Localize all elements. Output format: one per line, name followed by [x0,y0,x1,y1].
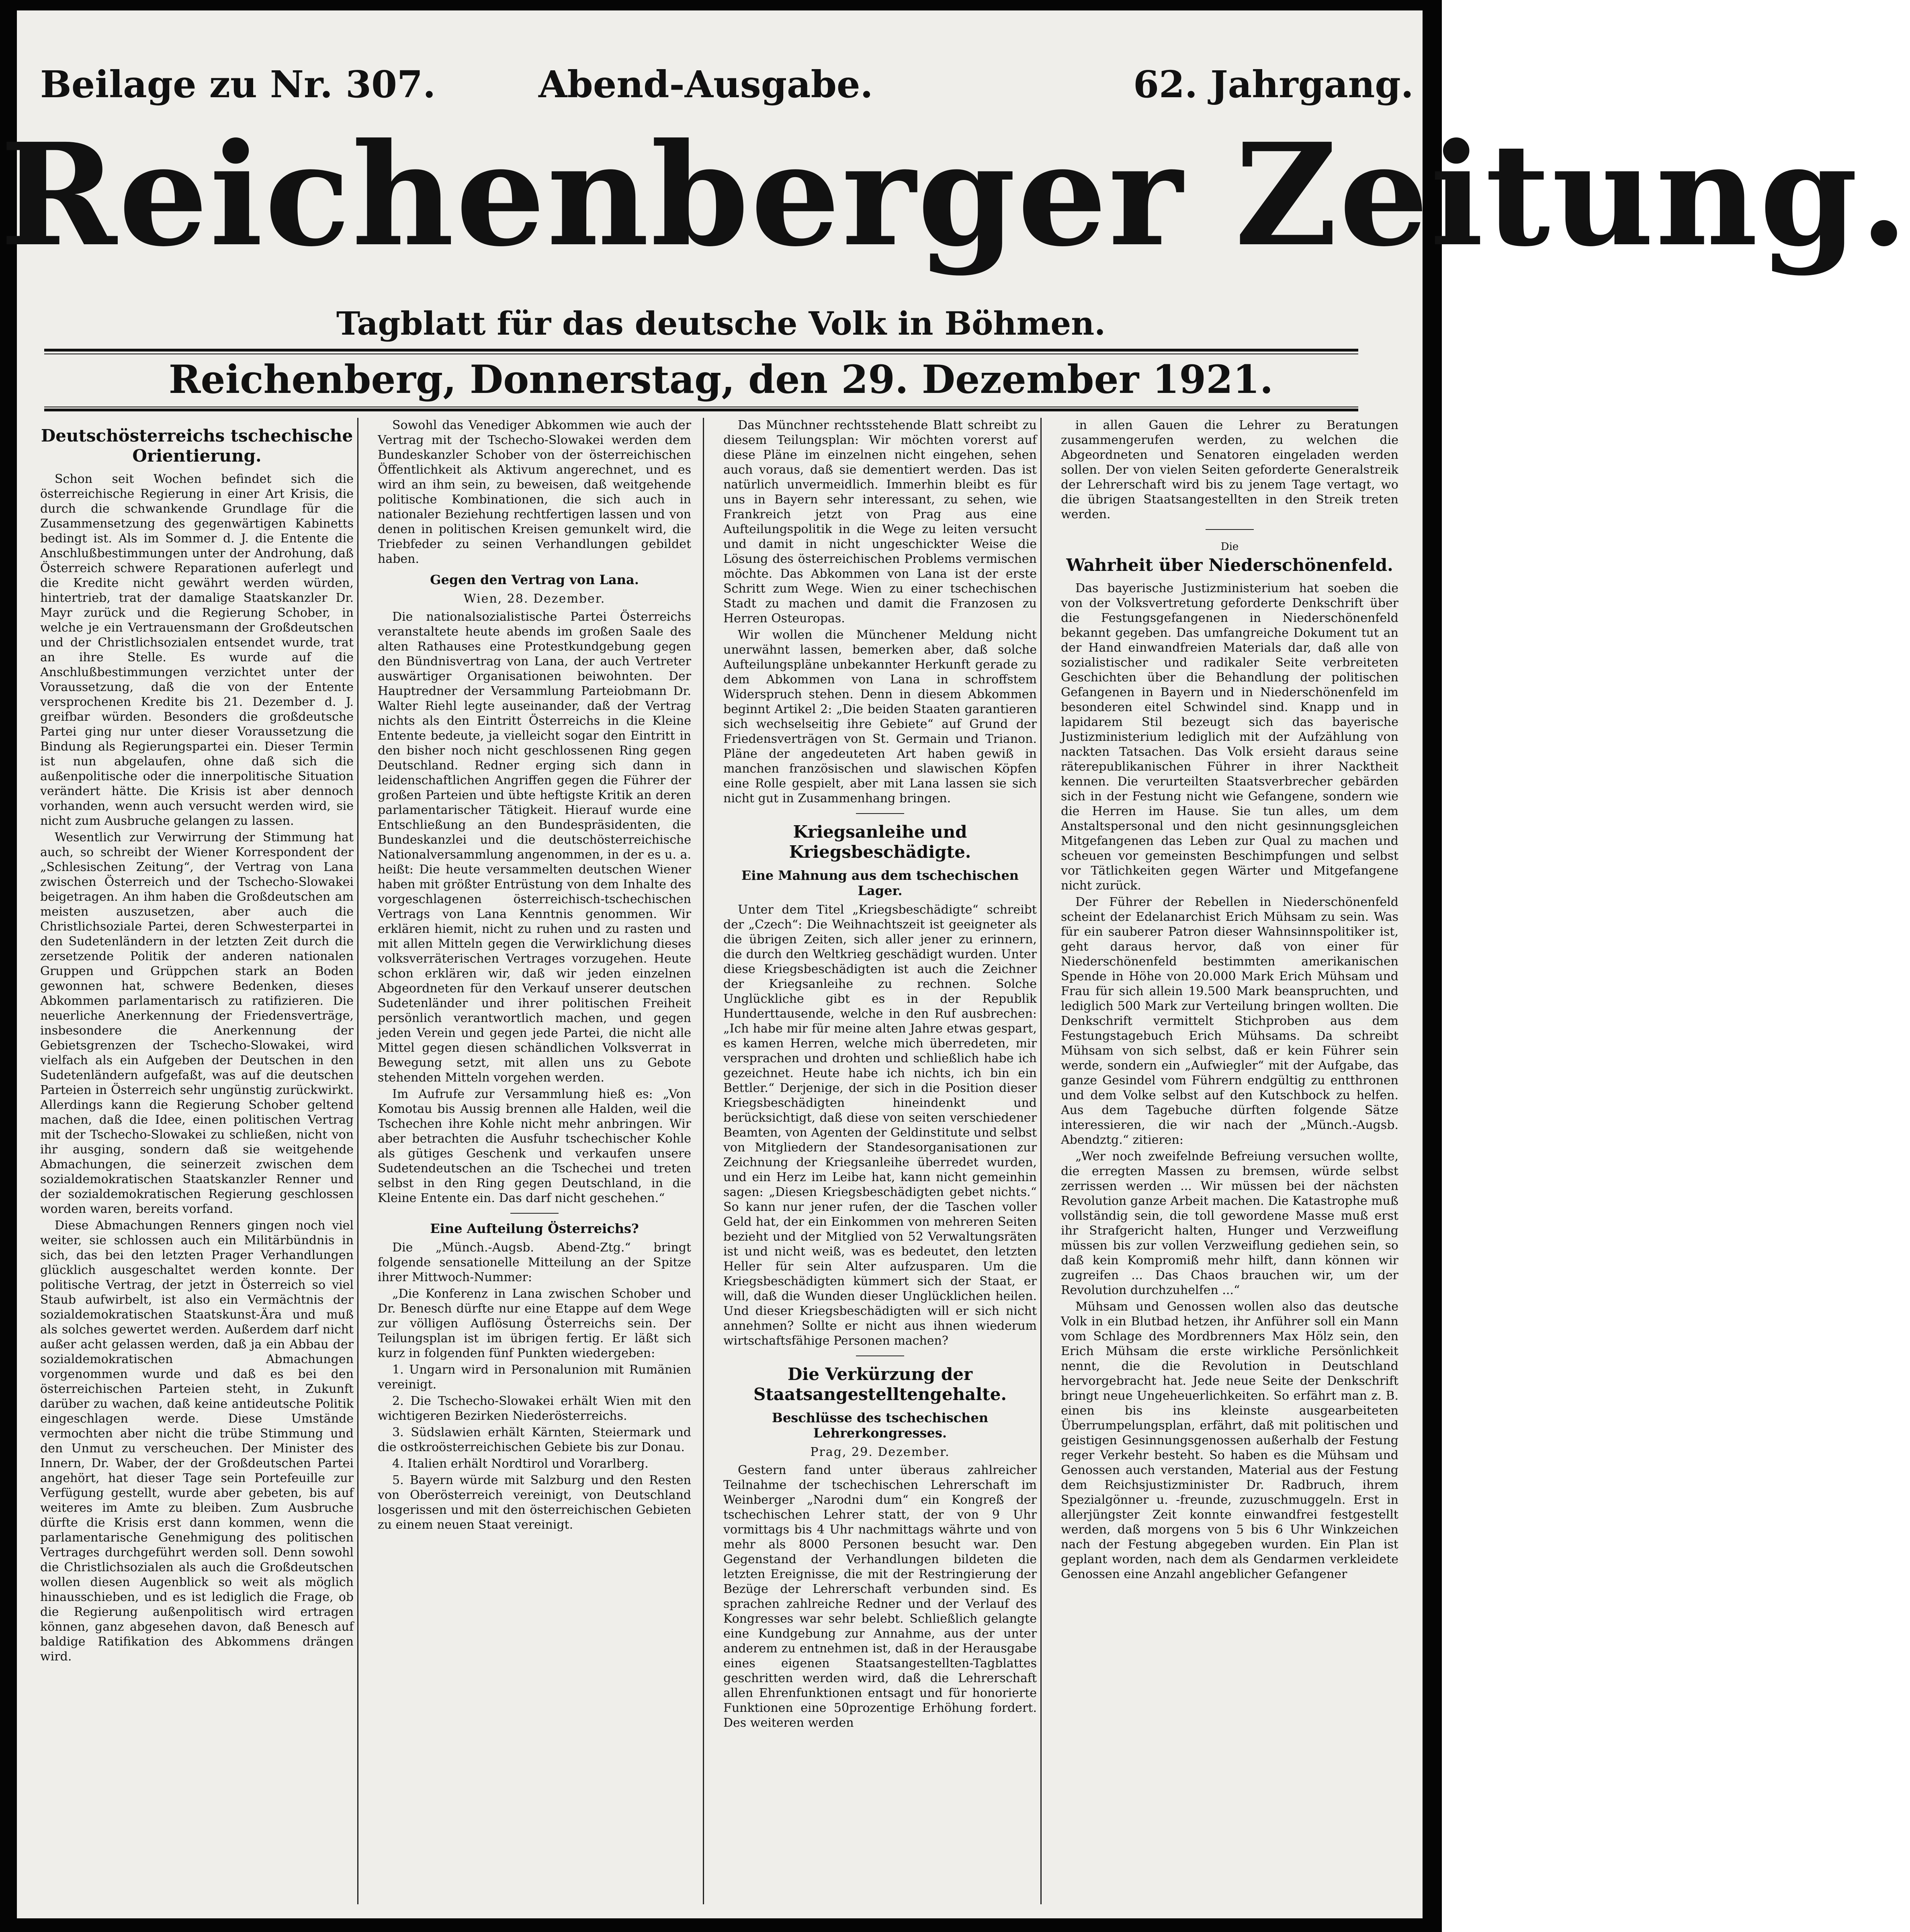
volume-label: 62. Jahrgang. [1133,63,1414,106]
article-paragraph: Die nationalsozialistische Partei Österreichs veranstaltete heute abends im großen Saale des alten Rathauses eine Protestkundgebung gegen den Bündnisvertrag von Lana, der auch Vertreter auswärtiger Organisationen beiwohnten. Der Hauptredner der Versammlung Parteiobmann Dr. Walter Riehl legte auseinander, daß der Vertrag nichts als den Eintritt Österreichs in die Kleine Entente bedeute, ja vielleicht sogar den Eintritt in den bisher noch nicht geschlossenen Ring gegen Deutschland. Redner erging sich dann in leidenschaftlichen Angriffen gegen die Führer der großen Parteien und übte heftigste Kritik an deren parlamentarischer Tätigkeit. Hierauf wurde eine Entschließung an den Bundespräsidenten, die Bundeskanzlei und die deutschösterreichische Nationalversammlung angenommen, in der es u. a. heißt: Die heute versammelten deutschen Wiener haben mit größter Entrüstung von dem Inhalte des vorgeschlagenen österreichisch-tschechischen Vertrags von Lana Kenntnis genommen. Wir erklären hiemit, nicht zu ruhen und zu rasten und mit allen Mitteln gegen die Verwirklichung dieses volksverräterischen Vertrages vorzugehen. Heute schon erklären wir, daß wir jeden einzelnen Abgeordneten für den Verkauf unserer deutschen Sudetenländer und ihrer politischen Freiheit persönlich verantwortlich machen, und gegen jeden Verein und gegen jede Partei, die nicht alle Mittel gegen diesen schändlichen Volksverrat in Bewegung setzt, mit allen uns zu Gebote stehenden Mitteln vorgehen werden. [378,610,691,1085]
section-divider [1206,529,1254,530]
article-headline: Wahrheit über Niederschönenfeld. [1066,555,1393,575]
article-headline: Deutschösterreichs tschechische Orientierung. [41,426,353,466]
section-divider [856,813,904,814]
scan-border-top [0,0,1442,10]
column-1 [40,418,354,1904]
article-paragraph: 1. Ungarn wird in Personalunion mit Rumänien vereinigt. [378,1363,691,1392]
article-paragraph: „Die Konferenz in Lana zwischen Schober und Dr. Benesch dürfte nur eine Etappe auf dem Wege zur völligen Auflösung Österreichs sein. Der Teilungsplan ist im übrigen fertig. Er läßt sich kurz in folgenden fünf Punkten wiedergeben: [378,1287,691,1360]
column-separator-3 [1040,418,1042,1904]
article-paragraph: Der Führer der Rebellen in Niederschönenfeld scheint der Edelanarchist Erich Mühsam zu sein. Was für ein sauberer Patron dieser Wahnsinnspolitiker ist, geht daraus hervor, daß von einer für Niederschönenfeld bestimmten amerikanischen Spende in Höhe von 20.000 Mark Erich Mühsam und Frau für sich allein 19.500 Mark beanspruchten, und lediglich 500 Mark zur Verteilung bringen wollten. Die Denkschrift vermittelt Stichproben aus dem Festungstagebuch Erich Mühsams. Da schreibt Mühsam von sich selbst, daß er kein Führer sein werde, sondern ein „Aufwiegler“ mit der Aufgabe, das ganze Gesindel vom Führern endgültig zu entthronen und dem Volke selbst auf den Kutschbock zu helfen. Aus dem Tagebuche dürften folgende Sätze interessieren, die wir nach der „Münch.-Augsb. Abendztg.“ zitieren: [1061,895,1398,1147]
article-paragraph: Wesentlich zur Verwirrung der Stimmung hat auch, so schreibt der Wiener Korrespondent der „Schlesischen Zeitung“, der Vertrag von Lana zwischen Österreich und der Tschecho-Slowakei beigetragen. An ihm haben die Großdeutschen am meisten auszusetzen, aber auch die Christlichsoziale Partei, deren Schwesterpartei in den Sudetenländern in der letzten Zeit durch die zersetzende Politik der anderen nationalen Gruppen und Grüppchen stark an Boden gewonnen hat, schwere Bedenken, dieses Abkommen parlamentarisch zu ratifizieren. Die neuerliche Anerkennung der Friedensverträge, insbesondere die Anerkennung der Gebietsgrenzen der Tschecho-Slowakei, wird vielfach als ein Aufgeben der Deutschen in den Sudetenländern aufgefaßt, was auf die deutschen Parteien in Österreich sehr ungünstig zurückwirkt. Allerdings kann die Regierung Schober geltend machen, daß die Idee, einen politischen Vertrag mit der Tschecho-Slowakei zu schließen, nicht von ihr ausging, sondern daß sie weitgehende Abmachungen, die seinerzeit zwischen dem sozialdemokratischen Staatskanzler Renner und der sozialdemokratischen Regierung geschlossen worden waren, bereits vorfand. [40,830,354,1216]
article-paragraph: Schon seit Wochen befindet sich die österreichische Regierung in einer Art Krisis, die durch die schwankende Grundlage für die Zusammensetzung des gegenwärtigen Kabinetts bedingt ist. Als im Sommer d. J. die Entente die Anschlußbestimmungen unter der Androhung, daß Österreich schwere Reparationen auferlegt und die Kredite nicht gewährt werden würden, hintertrieb, trat der damalige Staatskanzler Dr. Mayr zurück und die Regierung Schober, in welche je ein Vertrauensmann der Großdeutschen und der Christlichsozialen entsendet wurde, trat an ihre Stelle. Es wurde auf die Anschlußbestimmungen verzichtet unter der Voraussetzung, daß die von der Entente versprochenen Kredite bis 21. Dezember d. J. greifbar würden. Besonders die großdeutsche Partei ging nur unter dieser Voraussetzung die Bindung als Regierungspartei ein. Dieser Termin ist nun abgelaufen, ohne daß sich die außenpolitische oder die innerpolitische Situation verändert hätte. Die Krisis ist aber dennoch vorhanden, wenn auch versucht werden wird, sie nicht zum Ausbruche gelangen zu lassen. [40,472,354,828]
article-paragraph: Wir wollen die Münchener Meldung nicht unerwähnt lassen, bemerken aber, daß solche Aufteilungspläne unbekannter Herkunft gerade zu dem Abkommen von Lana in schroffstem Widerspruch stehen. Denn in diesem Abkommen beginnt Artikel 2: „Die beiden Staaten garantieren sich wechselseitig ihre Gebiete“ auf Grund der Friedensverträgen von St. Germain und Trianon. Pläne der angedeuteten Art haben gewiß in manchen französischen und slawischen Köpfen eine Rolle gespielt, aber mit Lana lassen sie sich nicht gut in Zusammenhang bringen. [723,628,1037,806]
column-separator-1 [357,418,358,1904]
article-headline: Kriegsanleihe und Kriegsbeschädigte. [789,822,971,862]
article-paragraph: Mühsam und Genossen wollen also das deutsche Volk in ein Blutbad hetzen, ihr Anführer soll ein Mann vom Schlage des Mordbrenners Max Hölz sein, den Erich Mühsam die erste wirkliche Persönlichkeit nennt, die die Revolution in Deutschland hervorgebracht hat. Jede neue Seite der Denkschrift bringt neue Ungeheuerlichkeiten. So erfährt man z. B. einen bis ins kleinste ausgearbeiteten Überrumpelungsplan, erfährt, daß mit politischen und geistigen Gesinnungsgenossen außerhalb der Festung reger Verkehr besteht. So haben es die Mühsam und Genossen auch verstanden, Material aus der Festung dem Reichsjustizminister Dr. Radbruch, ihrem Spezialgönner u. -freunde, zuzuschmuggeln. Erst in allerjüngster Zeit konnte einwandfrei festgestellt werden, daß morgens von 5 bis 6 Uhr Winkzeichen nach der Festung abgegeben wurden. Ein Plan ist geplant worden, nach dem als Gendarmen verkleidete Genossen eine Anzahl angeblicher Gefangener [1061,1300,1398,1581]
headline-prefix: Die [1220,541,1239,553]
header-rule-top [44,349,1358,352]
article-paragraph: Diese Abmachungen Renners gingen noch viel weiter, sie schlossen auch ein Militärbündnis in sich, das bei den letzten Prager Verhandlungen glücklich ausgeschaltet werden konnte. Der politische Vertrag, der jetzt in Österreich so viel Staub aufwirbelt, ist also ein Vermächtnis der sozialdemokratischen Staatskunst-Ära und muß als solches gewertet werden. Außerdem darf nicht außer acht gelassen werden, daß ja ein Abbau der sozialdemokratischen Abmachungen vorgenommen wurde und daß es bei den österreichischen Parteien steht, in Zukunft darüber zu wachen, daß keine antideutsche Politik eingeschlagen werde. Diese Umstände vermochten aber nicht die trübe Stimmung und den Unmut zu verscheuchen. Der Minister des Innern, Dr. Waber, der der Großdeutschen Partei angehört, hat dieser Tage sein Portefeuille zur Verfügung gestellt, wurde aber gebeten, bis auf weiteres im Amte zu bleiben. Zum Ausbruche dürfte die Krisis erst dann kommen, wenn die parlamentarische Genehmigung des politischen Vertrages durchgeführt werden soll. Denn sowohl die Christlichsozialen als auch die Großdeutschen wollen diesen Augenblick so weit als möglich hinausschieben, und es ist lediglich die Frage, ob die Regierung außenpolitisch wird ertragen können, ganz abgesehen davon, daß Benesch auf baldige Ratifikation des Abkommens drängen wird. [40,1218,354,1664]
article-headline: Die Verkürzung der Staatsangestelltengehalte. [753,1364,1007,1404]
column-3 [723,418,1037,1904]
scan-border-left [0,0,17,1932]
edition-label: Abend-Ausgabe. [538,63,873,106]
article-subheadline: Beschlüsse des tschechischen Lehrerkongresses. [772,1410,989,1441]
article-paragraph: 3. Südslawien erhält Kärnten, Steiermark und die ostkroösterreichischen Gebiete bis zur Donau. [378,1425,691,1454]
column-separator-2 [703,418,704,1904]
article-dateline: Prag, 29. Dezember. [810,1445,950,1459]
article-paragraph: Sowohl das Venediger Abkommen wie auch der Vertrag mit der Tschecho-Slowakei werden dem Bundeskanzler Schober von der österreichischen Öffentlichkeit als Aktivum angerechnet, und es wird an ihm sein, zu beweisen, daß weitgehende politische Kombinationen, die sich auch in nationaler Beziehung rechtfertigen lassen und von denen in politischen Kreisen gemunkelt wird, die Triebfeder zu seinen Verhandlungen gebildet haben. [378,418,691,566]
scan-border-right [1423,0,1442,1932]
newspaper-title: Reichenberger Zeitung. [0,112,1910,278]
supplement-note: Beilage zu Nr. 307. [40,63,436,106]
article-paragraph: Die „Münch.-Augsb. Abend-Ztg.“ bringt folgende sensationelle Mitteilung an der Spitze ihrer Mittwoch-Nummer: [378,1241,691,1284]
issue-dateline: Reichenberg, Donnerstag, den 29. Dezember 1921. [168,357,1273,402]
article-subheadline: Eine Mahnung aus dem tschechischen Lager. [741,868,1019,898]
newspaper-subtitle: Tagblatt für das deutsche Volk in Böhmen. [336,305,1106,342]
scan-border-bottom [0,1918,1442,1932]
article-dateline: Wien, 28. Dezember. [463,592,606,606]
article-paragraph: in allen Gauen die Lehrer zu Beratungen zusammengerufen werden, zu welchen die Abgeordneten und Senatoren eingeladen werden sollen. Der von vielen Seiten geforderte Generalstreik der Lehrerschaft wird bis zu jenem Tage vertagt, wo die übrigen Staatsangestellten in den Streik treten werden. [1061,418,1398,521]
article-paragraph: Gestern fand unter überaus zahlreicher Teilnahme der tschechischen Lehrerschaft im Weinberger „Narodni dum“ ein Kongreß der tschechischen Lehrer statt, der von 9 Uhr vormittags bis 4 Uhr nachmittags währte und von mehr als 8000 Personen besucht war. Den Gegenstand der Verhandlungen bildeten die letzten Ereignisse, die mit der Restringierung der Bezüge der Lehrerschaft verbunden sind. Es sprachen zahlreiche Redner und der Verlauf des Kongresses war sehr belebt. Schließlich gelangte eine Kundgebung zur Annahme, aus der unter anderem zu entnehmen ist, daß in der Herausgabe eines eigenen Staatsangestellten-Tagblattes geschritten werden wird, daß die Lehrerschaft allen Ehrenfunktionen entsagt und für honorierte Funktionen eine 50prozentige Erhöhung fordert. Des weiteren werden [723,1463,1037,1730]
article-paragraph: 2. Die Tschecho-Slowakei erhält Wien mit den wichtigeren Bezirken Niederösterreichs. [378,1394,691,1423]
article-paragraph: Unter dem Titel „Kriegsbeschädigte“ schreibt der „Czech“: Die Weihnachtszeit ist geeigneter als die übrigen Zeiten, sich aller jener zu erinnern, die durch den Weltkrieg geschädigt wurden. Unter diese Kriegsbeschädigten ist auch die Zeichner der Kriegsanleihe zu rechnen. Solche Unglückliche gibt es in der Republik Hunderttausende, welche in den Ruf ausbrechen: „Ich habe mir für meine alten Jahre etwas gespart, es kamen Herren, welche mich überredeten, mir versprachen und drohten und schließlich habe ich gezeichnet. Heute habe ich nichts, ich bin ein Bettler.“ Derjenige, der sich in die Position dieser Kriegsbeschädigten hineindenkt und berücksichtigt, daß diese von seiten verschiedener Beamten, von Agenten der Geldinstitute und selbst von Mitgliedern der Standesorganisationen zur Zeichnung der Kriegsanleihe überredet wurden, und ein Herz im Leibe hat, kann nicht gemeinhin sagen: „Diesen Kriegsbeschädigten gebet nichts.“ So kann nur jener rufen, der die Taschen voller Geld hat, der ein Einkommen von mehreren Seiten bezieht und der Mitglied von 52 Verwaltungsräten ist und nicht weiß, was es bedeutet, den letzten Heller für sein Alter aufzusparen. Um die Kriegsbeschädigten kümmert sich der Staat, er will, daß die Wunden dieser Unglücklichen heilen. Und dieser Kriegsbeschädigten will er sich nicht annehmen? Sollte er nicht aus ihnen wiederum wirtschaftsfähige Personen machen? [723,903,1037,1348]
article-headline: Eine Aufteilung Österreichs? [430,1221,639,1236]
article-paragraph: Das Münchner rechtsstehende Blatt schreibt zu diesem Teilungsplan: Wir möchten vorerst auf diese Pläne im einzelnen nicht eingehen, sehen auch voraus, daß sie dementiert werden. Das ist natürlich unvermeidlich. Immerhin bleibt es für uns in Bayern sehr interessant, zu sehen, wie Frankreich jetzt von Prag aus eine Aufteilungspolitik in die Wege zu leiten versucht und damit in nicht ungeschickter Weise die Lösung des österreichischen Problems vermischen möchte. Das Abkommen von Lana ist der erste Schritt zum Wege. Wien zu einer tschechischen Stadt zu machen und damit die Franzosen zu Herren Osteuropas. [723,418,1037,626]
article-paragraph: 5. Bayern würde mit Salzburg und den Resten von Oberösterreich vereinigt, von Deutschland losgerissen und mit den österreichischen Gebieten zu einem neuen Staat vereinigt. [378,1473,691,1532]
section-divider [510,1213,559,1214]
article-paragraph: „Wer noch zweifelnde Befreiung versuchen wollte, die erregten Massen zu bremsen, würde selbst zerrissen werden ... Wir müssen bei der nächsten Revolution ganze Arbeit machen. Die Katastrophe muß vollständig sein, die toll gewordene Masse muß erst ihr Strafgericht halten, Hunger und Verzweiflung müssen bis zur vollen Verzweiflung gediehen sein, so daß kein Kompromiß mehr hilft, dann können wir zugreifen ... Das Chaos brauchen wir, um der Revolution durchzuhelfen ...“ [1061,1149,1398,1297]
article-paragraph: 4. Italien erhält Nordtirol und Vorarlberg. [392,1457,649,1471]
column-4 [1061,418,1398,1904]
article-headline: Gegen den Vertrag von Lana. [430,572,639,587]
article-paragraph: Im Aufrufe zur Versammlung hieß es: „Von Komotau bis Aussig brennen alle Halden, weil die Tschechen ihre Kohle nicht mehr anbringen. Wir aber betrachten die Ausfuhr tschechischer Kohle als gütiges Geschenk und verkaufen unsere Sudetendeutschen an die Tschechei und treten selbst in den Ring gegen Deutschland, in die Kleine Entente ein. Das darf nicht geschehen.“ [378,1087,691,1205]
article-paragraph: Das bayerische Justizministerium hat soeben die von der Volksvertretung geforderte Denkschrift über die Festungsgefangenen in Niederschönenfeld bekannt gegeben. Das umfangreiche Dokument tut an der Hand einwandfreien Materials dar, daß alle von sozialistischer und radikaler Seite verbreiteten Geschichten über die Behandlung der politischen Gefangenen in Bayern und in Niederschönenfeld im besonderen eitel Schwindel sind. Knapp und in lapidarem Stil bezeugt sich das bayerische Justizministerium lediglich mit der Aufzählung von nackten Tatsachen. Das Volk ersieht daraus seine räterepublikanischen Führer in ihrer Nacktheit kennen. Die verurteilten Staatsverbrecher gebärden sich in der Festung nicht wie Gefangene, sondern wie die Herren im Hause. Sie tun alles, um dem Anstaltspersonal und den nicht gesinnungsgleichen Mitgefangenen das Leben zur Qual zu machen und scheuen vor gemeinsten Beschimpfungen und selbst vor Tätlichkeiten gegen Wärter und Mitgefangene nicht zurück. [1061,581,1398,893]
column-2 [378,418,691,1904]
section-divider [856,1355,904,1356]
header-rule-bottom [44,409,1358,411]
